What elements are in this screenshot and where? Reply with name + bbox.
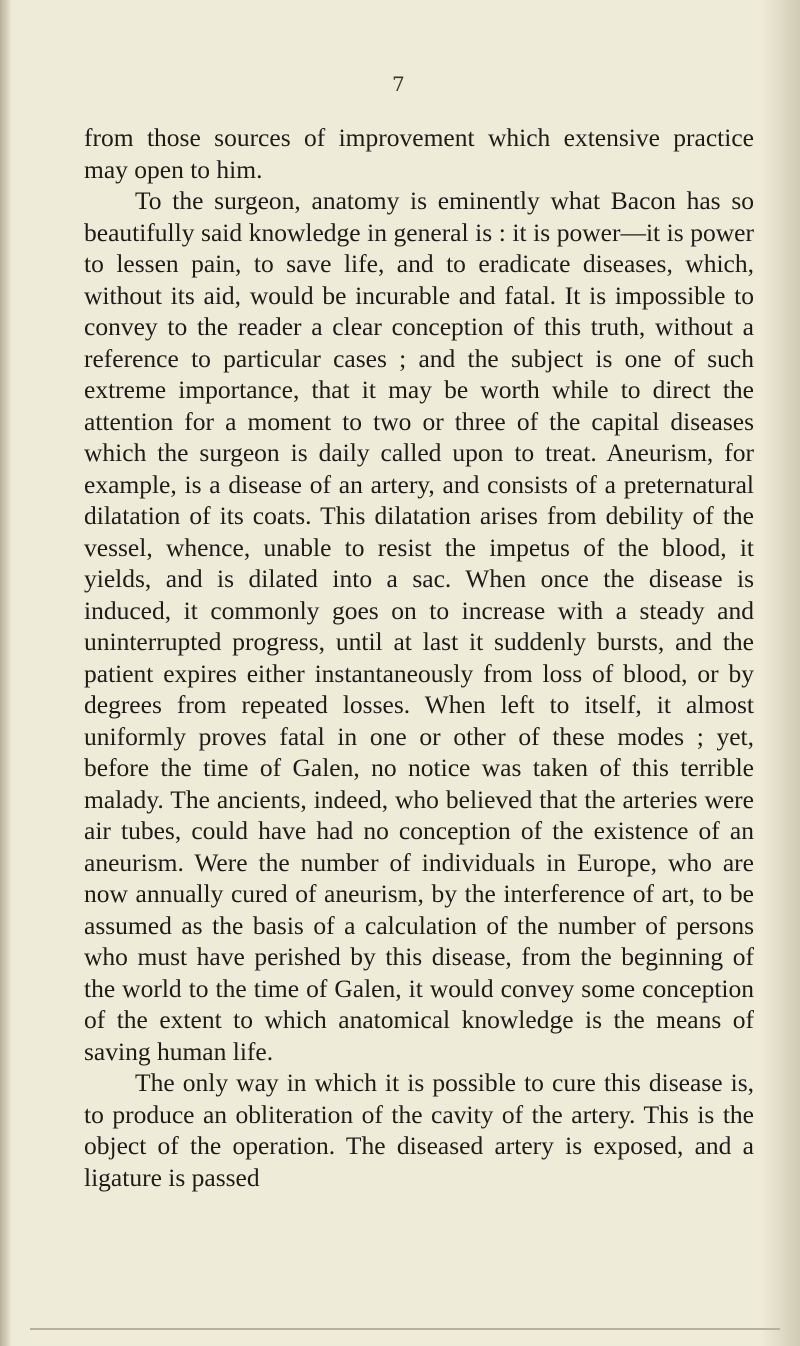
page-left-edge xyxy=(0,0,12,1346)
body-text xyxy=(84,122,754,1193)
bottom-rule xyxy=(30,1328,780,1330)
page-right-edge xyxy=(760,0,800,1346)
paragraph-continuation: from those sources of improvement which extensive practice may open to him. xyxy=(84,123,754,184)
page-number: 7 xyxy=(392,72,405,96)
paragraph-cure: The only way in which it is possible to cure this disease is, to produce an obliteration of the cavity of the artery. This is the object of the operation. The diseased artery is exposed, and a ligature is passed xyxy=(84,1068,754,1192)
paragraph-anatomy-aneurism: To the surgeon, anatomy is eminently what Bacon has so beautifully said knowledge in general is : it is power—it is power to lessen pain, to save life, and to eradicate diseases, which, without its aid, would be incurable and fatal. It is impossible to convey to the reader a clear conception of this truth, without a reference to particular cases ; and the subject is one of such extreme importance, that it may be worth while to direct the attention for a moment to two or three of the capital diseases which the surgeon is daily called upon to treat. Aneurism, for example, is a disease of an artery, and consists of a preternatural dilatation of its coats. This dilatation arises from debility of the vessel, whence, unable to resist the impetus of the blood, it yields, and is dilated into a sac. When once the disease is induced, it commonly goes on to increase with a steady and uninterrupted progress, until at last it suddenly bursts, and the patient expires either instantaneously from loss of blood, or by degrees from repeated losses. When left to itself, it almost uniformly proves fatal in one or other of these modes ; yet, before the time of Galen, no notice was taken of this terrible malady. The ancients, indeed, who believed that the arteries were air tubes, could have had no conception of the existence of an aneurism. Were the number of individuals in Europe, who are now annually cured of aneurism, by the interference of art, to be assumed as the basis of a calculation of the number of persons who must have perished by this disease, from the beginning of the world to the time of Galen, it would convey some conception of the extent to which anatomical knowledge is the means of saving human life. xyxy=(84,186,754,1066)
